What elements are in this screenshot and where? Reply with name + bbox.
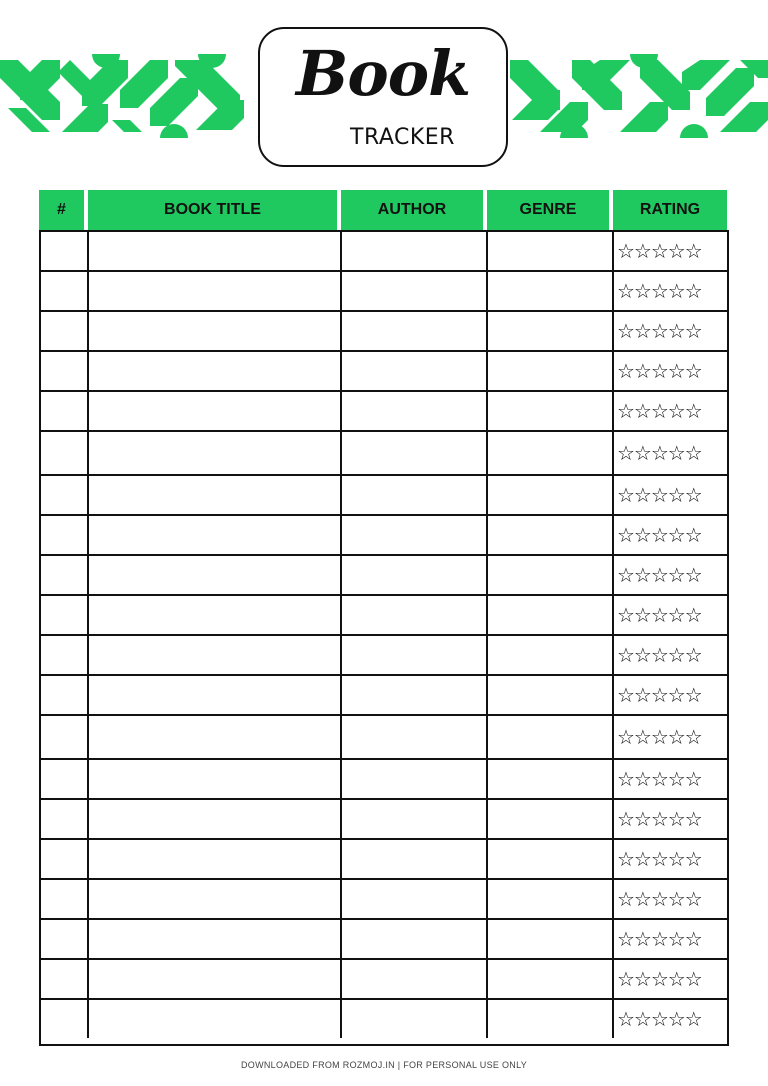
cell-number[interactable] (41, 596, 88, 634)
column-divider (612, 1000, 614, 1038)
star-rating-icon[interactable]: ☆☆☆☆☆ (617, 767, 702, 791)
column-divider (340, 556, 342, 594)
table-row (41, 960, 727, 1000)
cell-author[interactable] (341, 960, 487, 998)
cell-author[interactable] (341, 556, 487, 594)
cell-number[interactable] (41, 312, 88, 350)
column-divider (486, 232, 488, 270)
cell-author[interactable] (341, 800, 487, 838)
cell-genre[interactable] (487, 920, 613, 958)
column-divider (486, 432, 488, 474)
column-header-author: AUTHOR (341, 190, 483, 230)
star-rating-icon[interactable]: ☆☆☆☆☆ (617, 279, 702, 303)
cell-genre[interactable] (487, 556, 613, 594)
column-divider (612, 636, 614, 674)
column-divider (340, 1000, 342, 1038)
column-divider (87, 312, 89, 350)
column-divider (340, 352, 342, 390)
table-row (41, 840, 727, 880)
column-divider (612, 840, 614, 878)
cell-book-title[interactable] (88, 432, 341, 474)
cell-book-title[interactable] (88, 596, 341, 634)
star-rating-icon[interactable]: ☆☆☆☆☆ (617, 603, 702, 627)
cell-genre[interactable] (487, 760, 613, 798)
column-divider (87, 840, 89, 878)
table-row (41, 636, 727, 676)
column-divider (87, 920, 89, 958)
cell-book-title[interactable] (88, 232, 341, 270)
cell-number[interactable] (41, 392, 88, 430)
table-row (41, 1000, 727, 1038)
table-row (41, 392, 727, 432)
column-divider (612, 596, 614, 634)
cell-rating (613, 352, 727, 390)
column-divider (486, 920, 488, 958)
table-row (41, 880, 727, 920)
column-divider (340, 476, 342, 514)
cell-rating (613, 1000, 727, 1038)
column-header-number: # (39, 190, 84, 230)
column-divider (486, 312, 488, 350)
cell-number[interactable] (41, 636, 88, 674)
column-divider (87, 476, 89, 514)
cell-number[interactable] (41, 840, 88, 878)
column-divider (486, 716, 488, 758)
column-divider (87, 516, 89, 554)
table-header (39, 190, 728, 230)
column-header-genre: GENRE (487, 190, 609, 230)
star-rating-icon[interactable]: ☆☆☆☆☆ (617, 725, 702, 749)
cell-number[interactable] (41, 800, 88, 838)
cell-book-title[interactable] (88, 352, 341, 390)
cell-genre[interactable] (487, 960, 613, 998)
column-divider (340, 676, 342, 714)
cell-author[interactable] (341, 760, 487, 798)
column-divider (486, 960, 488, 998)
cell-genre[interactable] (487, 800, 613, 838)
cell-number[interactable] (41, 516, 88, 554)
cell-book-title[interactable] (88, 636, 341, 674)
table-row (41, 476, 727, 516)
cell-number[interactable] (41, 760, 88, 798)
cell-author[interactable] (341, 476, 487, 514)
star-rating-icon[interactable]: ☆☆☆☆☆ (617, 1007, 702, 1031)
column-divider (340, 272, 342, 310)
cell-rating (613, 760, 727, 798)
cell-book-title[interactable] (88, 676, 341, 714)
column-divider (612, 476, 614, 514)
cell-book-title[interactable] (88, 800, 341, 838)
star-rating-icon[interactable]: ☆☆☆☆☆ (617, 847, 702, 871)
column-divider (340, 636, 342, 674)
column-divider (486, 392, 488, 430)
cell-genre[interactable] (487, 476, 613, 514)
table-row (41, 716, 727, 760)
cell-number[interactable] (41, 920, 88, 958)
table-row (41, 556, 727, 596)
cell-rating (613, 636, 727, 674)
cell-genre[interactable] (487, 392, 613, 430)
cell-rating (613, 880, 727, 918)
cell-genre[interactable] (487, 1000, 613, 1038)
star-rating-icon[interactable]: ☆☆☆☆☆ (617, 887, 702, 911)
cell-book-title[interactable] (88, 840, 341, 878)
cell-rating (613, 516, 727, 554)
column-divider (612, 556, 614, 594)
column-divider (87, 880, 89, 918)
cell-book-title[interactable] (88, 920, 341, 958)
cell-rating (613, 800, 727, 838)
column-divider (87, 432, 89, 474)
cell-book-title[interactable] (88, 272, 341, 310)
table-row (41, 312, 727, 352)
column-divider (87, 716, 89, 758)
table-row (41, 432, 727, 476)
column-divider (486, 636, 488, 674)
cell-genre[interactable] (487, 596, 613, 634)
column-divider (612, 312, 614, 350)
column-divider (612, 960, 614, 998)
column-divider (612, 880, 614, 918)
column-divider (87, 556, 89, 594)
column-divider (486, 556, 488, 594)
column-divider (340, 716, 342, 758)
cell-book-title[interactable] (88, 312, 341, 350)
cell-author[interactable] (341, 392, 487, 430)
cell-number[interactable] (41, 272, 88, 310)
cell-genre[interactable] (487, 432, 613, 474)
star-rating-icon[interactable]: ☆☆☆☆☆ (617, 967, 702, 991)
cell-genre[interactable] (487, 636, 613, 674)
column-divider (486, 516, 488, 554)
cell-rating (613, 432, 727, 474)
column-divider (340, 596, 342, 634)
cell-author[interactable] (341, 840, 487, 878)
cell-author[interactable] (341, 272, 487, 310)
cell-author[interactable] (341, 352, 487, 390)
star-rating-icon[interactable]: ☆☆☆☆☆ (617, 441, 702, 465)
column-divider (340, 392, 342, 430)
column-divider (340, 232, 342, 270)
cell-book-title[interactable] (88, 960, 341, 998)
column-divider (340, 516, 342, 554)
column-divider (612, 760, 614, 798)
cell-rating (613, 596, 727, 634)
cell-rating (613, 476, 727, 514)
column-divider (340, 432, 342, 474)
cell-book-title[interactable] (88, 392, 341, 430)
cell-rating (613, 960, 727, 998)
star-rating-icon[interactable]: ☆☆☆☆☆ (617, 319, 702, 343)
star-rating-icon[interactable]: ☆☆☆☆☆ (617, 807, 702, 831)
cell-book-title[interactable] (88, 760, 341, 798)
page-subtitle: TRACKER (350, 125, 455, 150)
cell-book-title[interactable] (88, 556, 341, 594)
column-divider (612, 800, 614, 838)
cell-genre[interactable] (487, 716, 613, 758)
column-divider (87, 636, 89, 674)
column-divider (340, 760, 342, 798)
table-row (41, 272, 727, 312)
column-divider (612, 920, 614, 958)
cell-author[interactable] (341, 432, 487, 474)
footer-note: DOWNLOADED FROM ROZMOJ.IN | FOR PERSONAL USE ONLY (240, 1060, 528, 1070)
column-divider (486, 840, 488, 878)
table-row (41, 920, 727, 960)
cell-number[interactable] (41, 960, 88, 998)
cell-number[interactable] (41, 676, 88, 714)
cell-book-title[interactable] (88, 516, 341, 554)
column-divider (340, 312, 342, 350)
cell-author[interactable] (341, 516, 487, 554)
cell-author[interactable] (341, 636, 487, 674)
star-rating-icon[interactable]: ☆☆☆☆☆ (617, 483, 702, 507)
cell-author[interactable] (341, 880, 487, 918)
column-divider (87, 232, 89, 270)
column-divider (486, 352, 488, 390)
column-divider (340, 840, 342, 878)
column-divider (87, 676, 89, 714)
cell-author[interactable] (341, 716, 487, 758)
column-divider (87, 352, 89, 390)
column-divider (612, 716, 614, 758)
table-row (41, 516, 727, 556)
column-divider (340, 960, 342, 998)
cell-genre[interactable] (487, 840, 613, 878)
column-divider (87, 1000, 89, 1038)
cell-rating (613, 556, 727, 594)
column-divider (486, 596, 488, 634)
title-box (258, 27, 508, 167)
table-row (41, 800, 727, 840)
cell-book-title[interactable] (88, 1000, 341, 1038)
cell-genre[interactable] (487, 352, 613, 390)
cell-genre[interactable] (487, 880, 613, 918)
star-rating-icon[interactable]: ☆☆☆☆☆ (617, 683, 702, 707)
cell-author[interactable] (341, 920, 487, 958)
cell-author[interactable] (341, 312, 487, 350)
cell-rating (613, 232, 727, 270)
column-divider (612, 232, 614, 270)
column-divider (87, 760, 89, 798)
star-rating-icon[interactable]: ☆☆☆☆☆ (617, 927, 702, 951)
cell-book-title[interactable] (88, 476, 341, 514)
cell-author[interactable] (341, 232, 487, 270)
table-row (41, 352, 727, 392)
cell-rating (613, 392, 727, 430)
column-divider (486, 880, 488, 918)
cell-number[interactable] (41, 1000, 88, 1038)
column-divider (486, 800, 488, 838)
star-rating-icon[interactable]: ☆☆☆☆☆ (617, 239, 702, 263)
column-divider (340, 880, 342, 918)
cell-rating (613, 676, 727, 714)
cell-rating (613, 312, 727, 350)
column-divider (340, 920, 342, 958)
table-row (41, 760, 727, 800)
cell-book-title[interactable] (88, 880, 341, 918)
column-divider (486, 476, 488, 514)
page-title: Book (295, 37, 471, 110)
column-divider (87, 960, 89, 998)
cell-number[interactable] (41, 352, 88, 390)
column-divider (612, 516, 614, 554)
column-divider (87, 272, 89, 310)
cell-rating (613, 840, 727, 878)
column-divider (612, 272, 614, 310)
column-header-book-title: BOOK TITLE (88, 190, 337, 230)
cell-number[interactable] (41, 556, 88, 594)
column-header-rating: RATING (613, 190, 727, 230)
cell-number[interactable] (41, 716, 88, 758)
column-divider (486, 1000, 488, 1038)
cell-number[interactable] (41, 476, 88, 514)
column-divider (612, 352, 614, 390)
cell-rating (613, 716, 727, 758)
cell-author[interactable] (341, 676, 487, 714)
cell-genre[interactable] (487, 272, 613, 310)
cell-rating (613, 272, 727, 310)
column-divider (87, 392, 89, 430)
column-divider (612, 676, 614, 714)
column-divider (87, 800, 89, 838)
cell-author[interactable] (341, 596, 487, 634)
star-rating-icon[interactable]: ☆☆☆☆☆ (617, 643, 702, 667)
star-rating-icon[interactable]: ☆☆☆☆☆ (617, 563, 702, 587)
column-divider (486, 272, 488, 310)
column-divider (486, 760, 488, 798)
cell-rating (613, 920, 727, 958)
column-divider (340, 800, 342, 838)
cell-book-title[interactable] (88, 716, 341, 758)
cell-genre[interactable] (487, 516, 613, 554)
star-rating-icon[interactable]: ☆☆☆☆☆ (617, 399, 702, 423)
cell-number[interactable] (41, 432, 88, 474)
cell-genre[interactable] (487, 232, 613, 270)
column-divider (87, 596, 89, 634)
star-rating-icon[interactable]: ☆☆☆☆☆ (617, 359, 702, 383)
table-row (41, 596, 727, 636)
table-row (41, 232, 727, 272)
cell-number[interactable] (41, 880, 88, 918)
column-divider (486, 676, 488, 714)
cell-genre[interactable] (487, 676, 613, 714)
cell-number[interactable] (41, 232, 88, 270)
table-row (41, 676, 727, 716)
column-divider (612, 392, 614, 430)
book-table (39, 230, 729, 1046)
cell-author[interactable] (341, 1000, 487, 1038)
star-rating-icon[interactable]: ☆☆☆☆☆ (617, 523, 702, 547)
cell-genre[interactable] (487, 312, 613, 350)
column-divider (612, 432, 614, 474)
